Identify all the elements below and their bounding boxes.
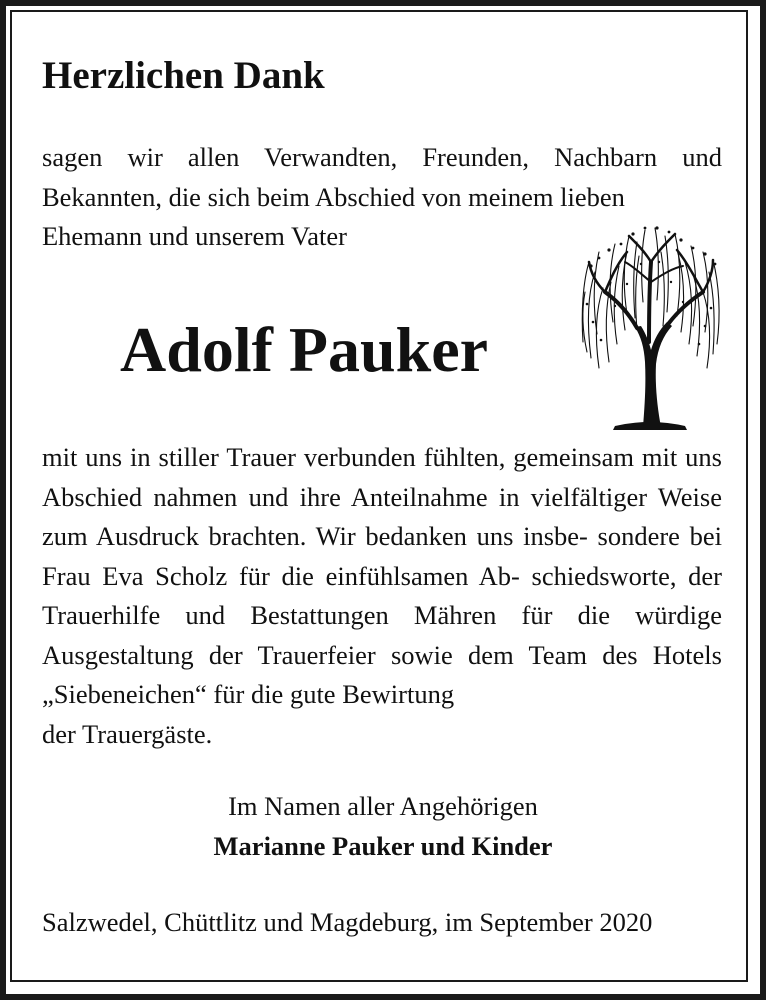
intro-line: Ehemann und unserem Vater (42, 221, 347, 251)
body-line: Team des Hotels „Siebeneichen“ für die gute Bewirtung (42, 639, 722, 709)
body-line: der Trauergäste. (42, 718, 213, 749)
signature-names: Marianne Pauker und Kinder (213, 831, 553, 861)
weeping-tree-icon (575, 222, 725, 434)
heading: Herzlichen Dank (42, 54, 325, 97)
body-line: uns Abschied nahmen und ihre Anteilnahme in vielfältiger (42, 442, 722, 512)
body-line: schiedsworte, der Trauerhilfe und Bestattungen Mähren (42, 560, 722, 630)
body-line: sondere bei Frau Eva Scholz für die einfühlsamen Ab- (42, 521, 722, 591)
intro-line: Bekannten, die sich beim Abschied von meinem lieben (42, 181, 625, 212)
body-line: für die würdige Ausgestaltung der Trauerfeier sowie dem (42, 600, 722, 670)
intro-line: sagen wir allen Verwandten, Freunden, Nachbarn und (42, 142, 722, 172)
body-line: mit uns in stiller Trauer verbunden fühlten, gemeinsam mit (42, 442, 678, 472)
signature-intro: Im Namen aller Angehörigen (228, 791, 538, 821)
place-date: Salzwedel, Chüttlitz und Magdeburg, im September 2020 (42, 907, 653, 937)
body-paragraph (42, 438, 722, 754)
deceased-name: Adolf Pauker (120, 314, 488, 385)
body-line: Weise zum Ausdruck brachten. Wir bedanken uns insbe- (42, 481, 722, 551)
